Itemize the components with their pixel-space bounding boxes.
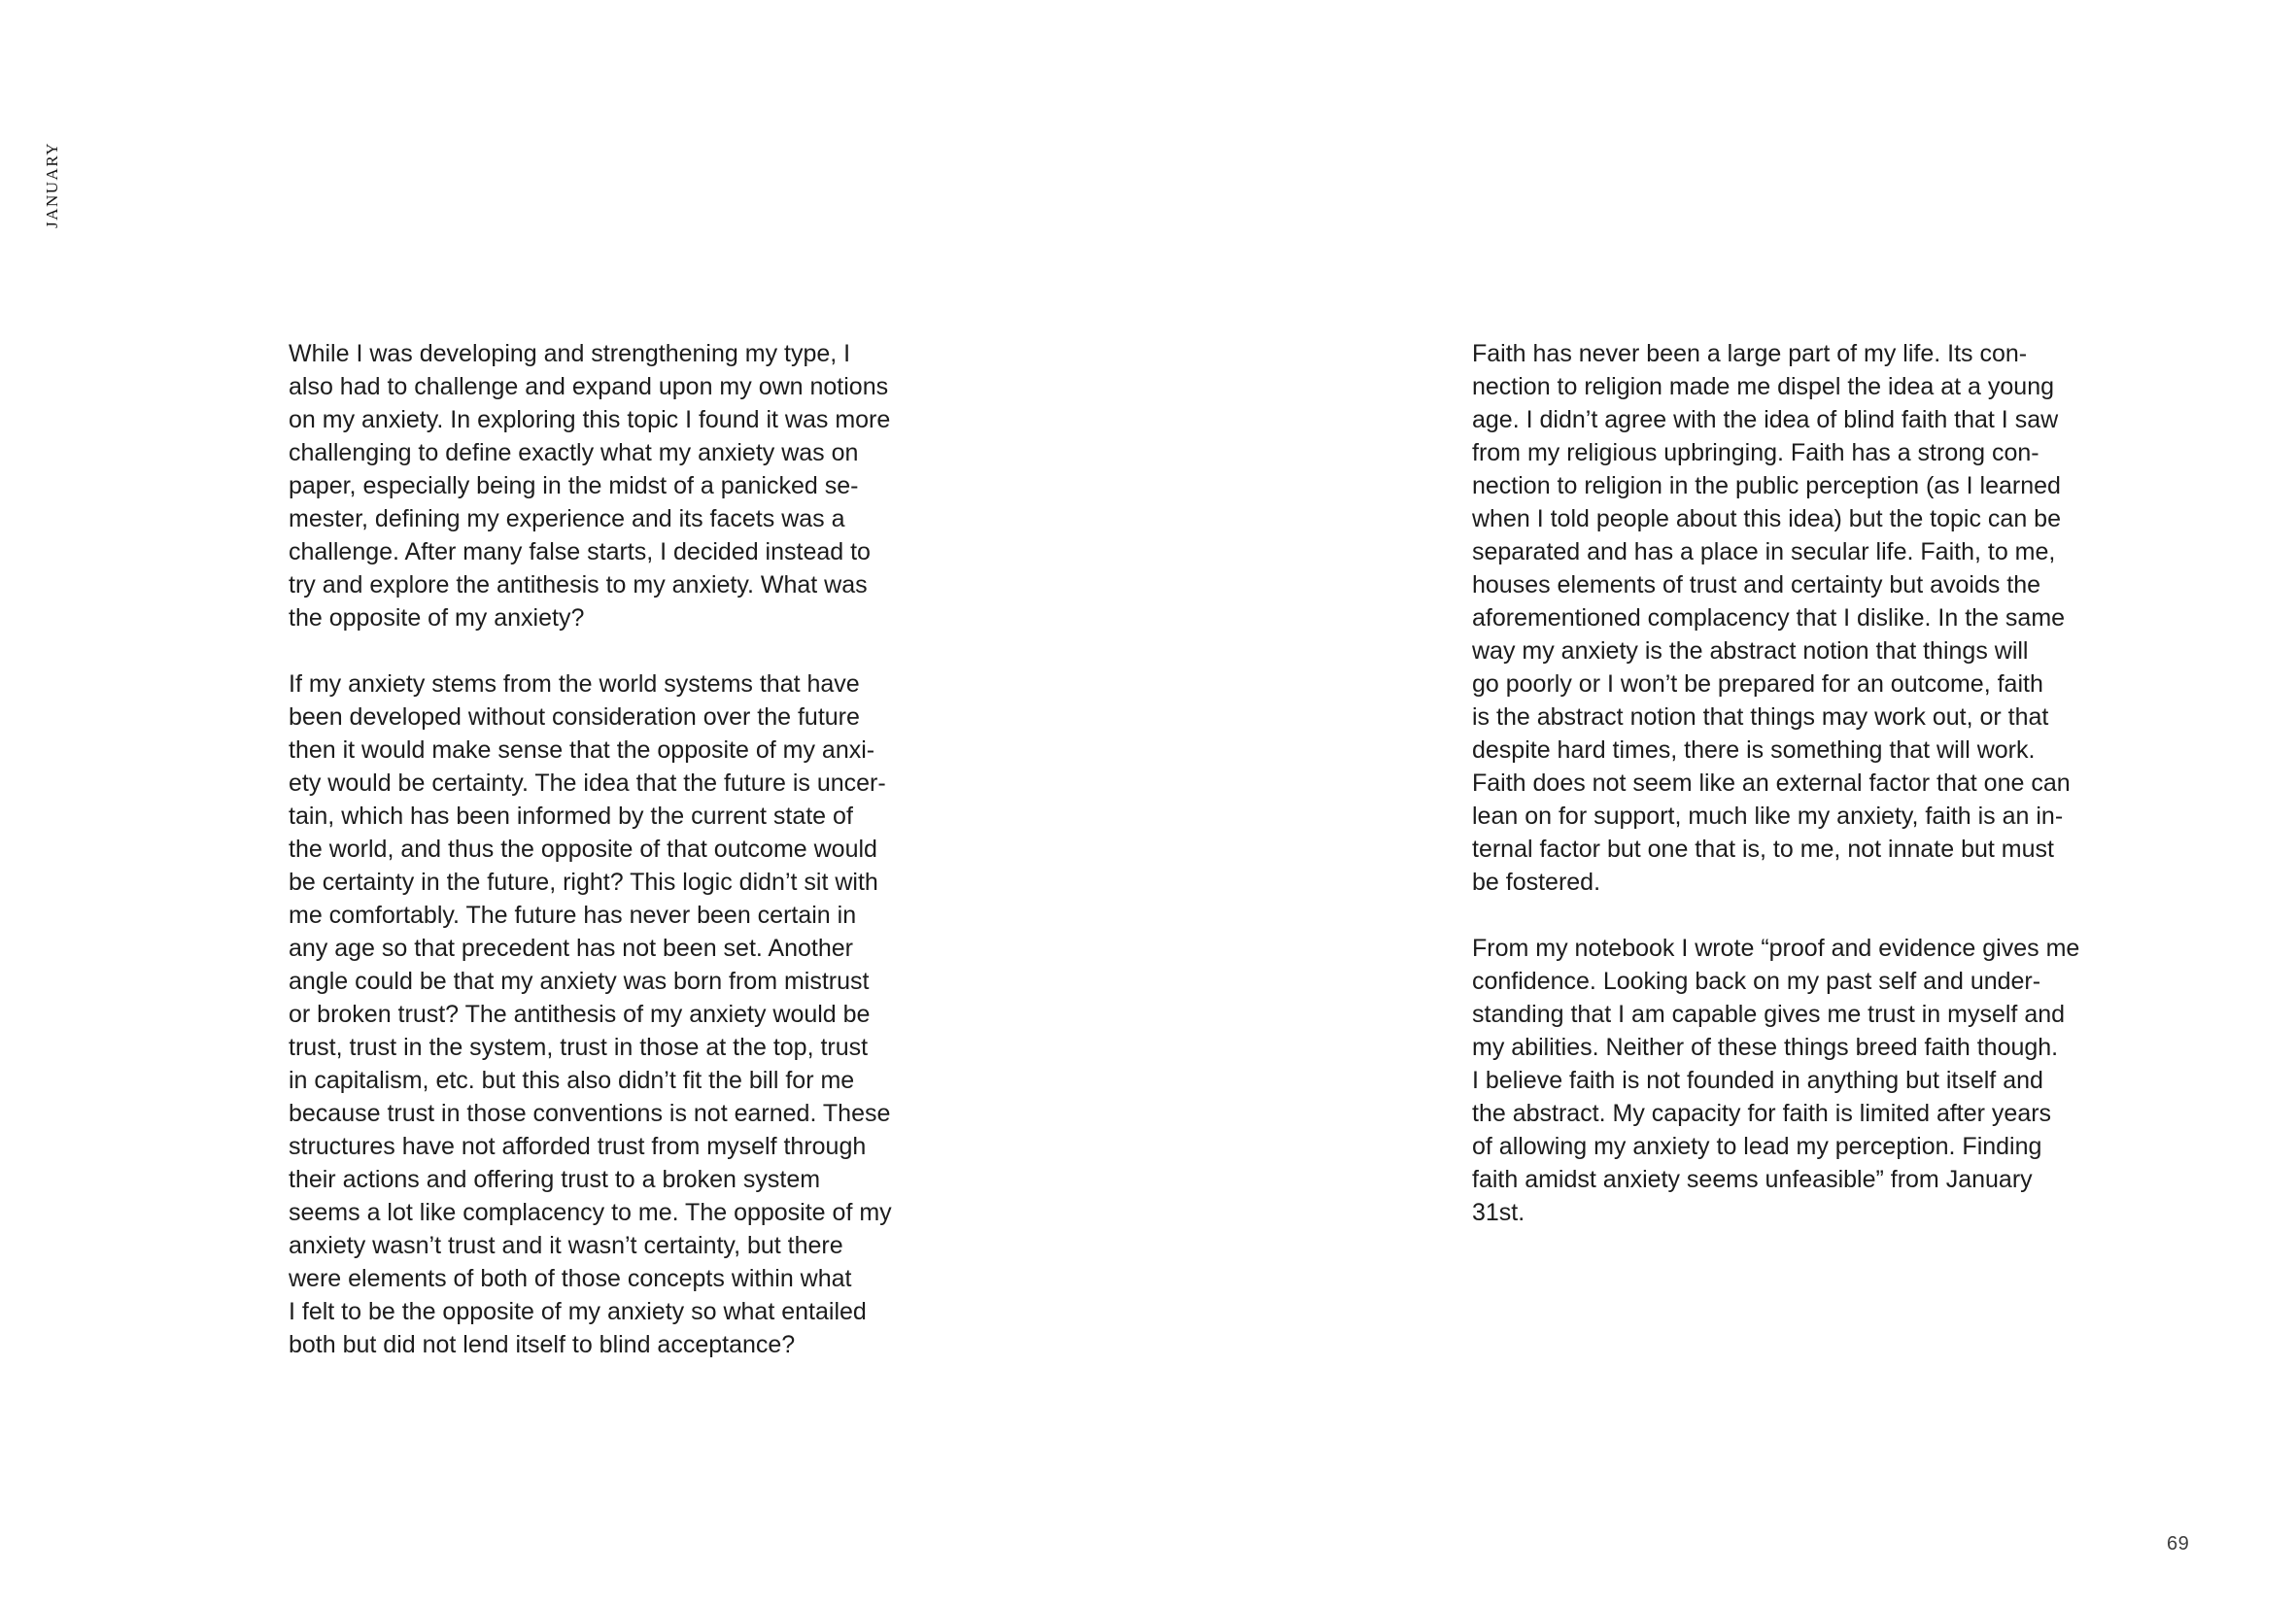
paragraph [289, 667, 1012, 1361]
text-line: their actions and offering trust to a broken system [289, 1166, 821, 1193]
text-line: I believe faith is not founded in anything but itself and [1472, 1067, 2043, 1094]
text-line: on my anxiety. In exploring this topic I found it was more [289, 406, 891, 433]
text-line: confidence. Looking back on my past self and under- [1472, 968, 2041, 995]
right-text-column [1472, 337, 2196, 1229]
text-line: separated and has a place in secular life. Faith, to me, [1472, 538, 2056, 565]
text-line: ternal factor but one that is, to me, not innate but must [1472, 836, 2054, 863]
text-line: been developed without consideration over the future [289, 703, 860, 731]
text-line: because trust in those conventions is not earned. These [289, 1100, 891, 1127]
text-line: While I was developing and strengthening my type, I [289, 340, 851, 367]
text-line: from my religious upbringing. Faith has a strong con- [1472, 439, 2039, 466]
text-line: trust, trust in the system, trust in those at the top, trust [289, 1034, 869, 1061]
text-line: me comfortably. The future has never been certain in [289, 902, 857, 929]
left-text-column [289, 337, 1012, 1361]
text-line: From my notebook I wrote “proof and evidence gives me [1472, 935, 2080, 962]
margin-label-month: JANUARY [43, 142, 61, 228]
text-line: structures have not afforded trust from myself through [289, 1133, 867, 1160]
text-line: If my anxiety stems from the world systems that have [289, 670, 860, 698]
text-line: or broken trust? The antithesis of my anxiety would be [289, 1001, 871, 1028]
text-line: seems a lot like complacency to me. The opposite of my [289, 1199, 892, 1226]
text-line: of allowing my anxiety to lead my perception. Finding [1472, 1133, 2042, 1160]
text-line: houses elements of trust and certainty but avoids the [1472, 571, 2041, 598]
text-line: ety would be certainty. The idea that the future is uncer- [289, 769, 886, 797]
text-line: nection to religion made me dispel the idea at a young [1472, 373, 2054, 400]
text-line: any age so that precedent has not been set. Another [289, 935, 853, 962]
text-line: aforementioned complacency that I dislike. In the same [1472, 604, 2066, 632]
text-line: also had to challenge and expand upon my own notions [289, 373, 889, 400]
text-line: challenge. After many false starts, I decided instead to [289, 538, 871, 565]
text-line: be certainty in the future, right? This logic didn’t sit with [289, 869, 878, 896]
text-line: 31st. [1472, 1199, 1525, 1226]
text-line: Faith has never been a large part of my life. Its con- [1472, 340, 2028, 367]
paragraph [1472, 337, 2196, 899]
text-line: Faith does not seem like an external factor that one can [1472, 769, 2071, 797]
text-line: is the abstract notion that things may work out, or that [1472, 703, 2049, 731]
text-line: in capitalism, etc. but this also didn’t fit the bill for me [289, 1067, 855, 1094]
text-line: I felt to be the opposite of my anxiety so what entailed [289, 1298, 867, 1325]
text-line: then it would make sense that the opposite of my anxi- [289, 736, 875, 764]
text-line: paper, especially being in the midst of a panicked se- [289, 472, 859, 499]
text-line: both but did not lend itself to blind acceptance? [289, 1331, 796, 1358]
page-number: 69 [2167, 1533, 2190, 1555]
text-line: the abstract. My capacity for faith is limited after years [1472, 1100, 2052, 1127]
text-line: when I told people about this idea) but the topic can be [1472, 505, 2061, 532]
text-line: tain, which has been informed by the current state of [289, 803, 853, 830]
text-line: mester, defining my experience and its facets was a [289, 505, 845, 532]
text-line: age. I didn’t agree with the idea of blind faith that I saw [1472, 406, 2059, 433]
text-line: go poorly or I won’t be prepared for an outcome, faith [1472, 670, 2043, 698]
paragraph [289, 337, 1012, 634]
paragraph [1472, 932, 2196, 1229]
text-line: despite hard times, there is something that will work. [1472, 736, 2036, 764]
text-line: challenging to define exactly what my anxiety was on [289, 439, 859, 466]
text-line: anxiety wasn’t trust and it wasn’t certainty, but there [289, 1232, 843, 1259]
text-line: be fostered. [1472, 869, 1601, 896]
text-line: were elements of both of those concepts within what [289, 1265, 852, 1292]
text-line: angle could be that my anxiety was born from mistrust [289, 968, 870, 995]
text-line: nection to religion in the public perception (as I learned [1472, 472, 2061, 499]
text-line: the opposite of my anxiety? [289, 604, 585, 632]
text-line: the world, and thus the opposite of that outcome would [289, 836, 877, 863]
text-line: way my anxiety is the abstract notion that things will [1472, 637, 2029, 665]
text-line: try and explore the antithesis to my anxiety. What was [289, 571, 868, 598]
text-line: faith amidst anxiety seems unfeasible” from January [1472, 1166, 2033, 1193]
text-line: lean on for support, much like my anxiety, faith is an in- [1472, 803, 2064, 830]
text-line: my abilities. Neither of these things breed faith though. [1472, 1034, 2059, 1061]
text-line: standing that I am capable gives me trust in myself and [1472, 1001, 2066, 1028]
